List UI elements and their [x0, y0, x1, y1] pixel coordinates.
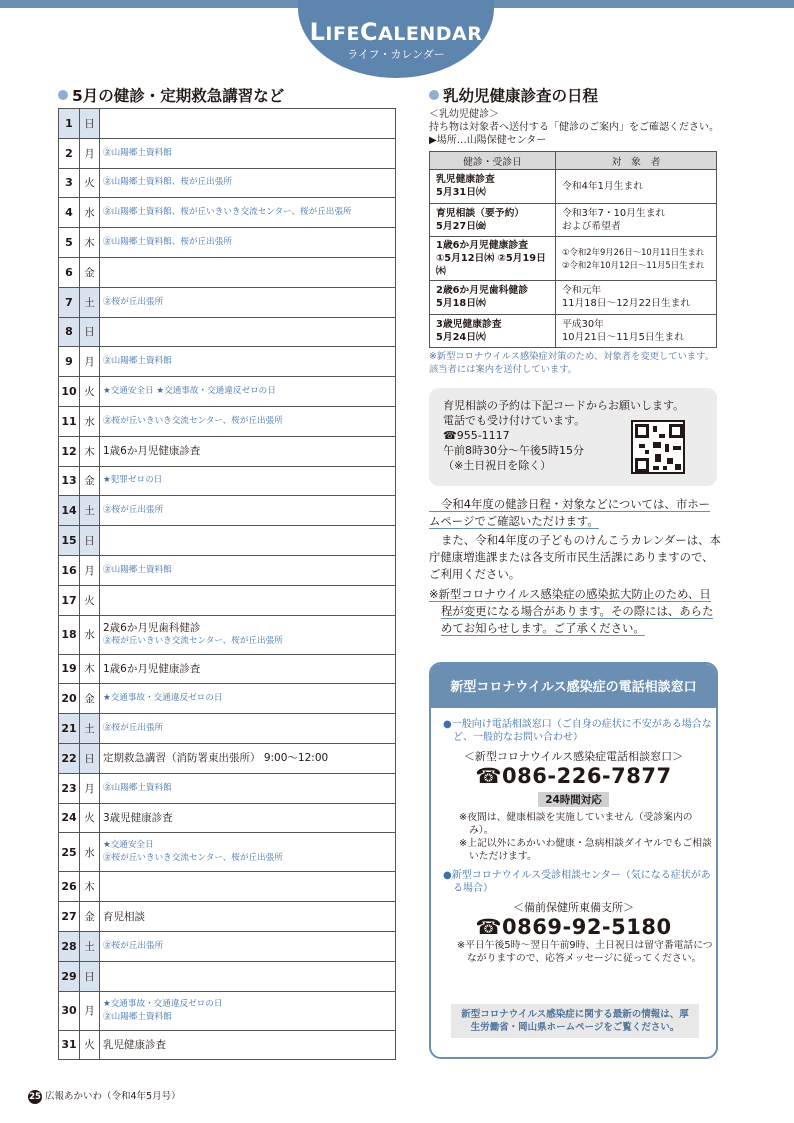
exam-row — [430, 237, 717, 281]
qr-code[interactable] — [631, 420, 685, 474]
calendar-day: 10 — [59, 377, 80, 407]
calendar-day: 29 — [59, 961, 80, 991]
calendar-day: 15 — [59, 526, 80, 556]
calendar-day: 8 — [59, 317, 80, 347]
calendar-row — [59, 991, 396, 1030]
calendar-weekday: 土 — [80, 287, 100, 317]
calendar-events — [100, 773, 396, 803]
calendar-weekday: 土 — [80, 931, 100, 961]
calendar-events — [100, 138, 396, 168]
calendar-events — [100, 991, 396, 1030]
calendar-events — [100, 406, 396, 436]
calendar-event: ㊎桜が丘出張所 — [103, 723, 164, 734]
calendar-weekday: 火 — [80, 585, 100, 615]
consult-note: （※土日祝日を除く） — [443, 459, 552, 472]
calendar-row — [59, 168, 396, 198]
calendar-day: 6 — [59, 257, 80, 287]
calendar-event: 1歳6か月児健康診査 — [103, 445, 201, 458]
calendar-event: ㊎山陽郷土資料館 — [103, 564, 172, 575]
may-calendar-table — [58, 108, 396, 1060]
calendar-day: 2 — [59, 138, 80, 168]
calendar-event: ★犯罪ゼロの日 — [103, 475, 163, 486]
page-title: LIFECALENDAR — [309, 18, 483, 46]
calendar-event: ㊎山陽郷土資料館 — [103, 147, 172, 158]
calendar-heading: 5月の健診・定期救急講習など — [58, 84, 284, 106]
calendar-day: 1 — [59, 109, 80, 139]
calendar-weekday: 日 — [80, 317, 100, 347]
calendar-row — [59, 198, 396, 228]
exam-row — [430, 203, 717, 237]
consult-center-name: ＜備前保健所東備支所＞ — [513, 901, 634, 914]
exam-name-date: 育児相談（要予約） 5月27日㈮ — [430, 203, 556, 237]
exam-row — [430, 170, 717, 204]
calendar-row — [59, 228, 396, 258]
calendar-event: 育児相談 — [103, 910, 145, 923]
exam-schedule-table — [429, 151, 717, 348]
calendar-event: 3歳児健康診査 — [103, 811, 173, 824]
calendar-weekday: 日 — [80, 743, 100, 773]
publication-name: 広報あかいわ（令和4年5月号） — [45, 1091, 181, 1102]
calendar-row — [59, 347, 396, 377]
calendar-row — [59, 496, 396, 526]
calendar-weekday: 金 — [80, 902, 100, 932]
hotline-note-1: ※夜間は、健康相談を実施していません（受診案内のみ）。 — [459, 812, 693, 836]
calendar-day: 30 — [59, 991, 80, 1030]
calendar-events — [100, 803, 396, 833]
exam-row — [430, 314, 717, 348]
calendar-row — [59, 654, 396, 684]
exam-target: 令和元年 11月18日～12月22日生まれ — [556, 281, 717, 315]
page-subtitle: ライフ・カレンダー — [347, 48, 445, 61]
calendar-row — [59, 585, 396, 615]
calendar-events — [100, 377, 396, 407]
consult-center-label: ●新型コロナウイルス受診相談センター（気になる症状がある場合） — [443, 870, 711, 894]
calendar-weekday: 日 — [80, 526, 100, 556]
calendar-row — [59, 615, 396, 654]
calendar-weekday: 火 — [80, 377, 100, 407]
exam-instructions: 持ち物は対象者へ送付する「健診のご案内」をご確認ください。 — [429, 122, 719, 133]
calendar-weekday: 日 — [80, 961, 100, 991]
general-hotline-name: ＜新型コロナウイルス感染症電話相談窓口＞ — [463, 750, 684, 763]
calendar-day: 25 — [59, 833, 80, 872]
exam-subheading: ＜乳幼児健診＞ — [429, 109, 499, 120]
calendar-event: ㊎桜が丘出張所 — [103, 296, 164, 307]
calendar-row — [59, 377, 396, 407]
calendar-events — [100, 287, 396, 317]
info-paragraph-3: ※新型コロナウイルス感染症の感染拡大防止のため、日程が変更になる場合があります。その際には、あらためてお知らせします。ご了承ください。 — [429, 587, 714, 635]
calendar-events — [100, 228, 396, 258]
calendar-event: ★交通事故・交通違反ゼロの日 — [103, 998, 223, 1009]
calendar-row — [59, 436, 396, 466]
calendar-events — [100, 654, 396, 684]
calendar-row — [59, 287, 396, 317]
calendar-events — [100, 109, 396, 139]
calendar-row — [59, 931, 396, 961]
calendar-row — [59, 555, 396, 585]
calendar-row — [59, 406, 396, 436]
exam-row — [430, 281, 717, 315]
calendar-weekday: 金 — [80, 466, 100, 496]
calendar-row — [59, 1030, 396, 1060]
calendar-weekday: 木 — [80, 654, 100, 684]
calendar-events — [100, 347, 396, 377]
page-footer — [28, 1088, 181, 1104]
bullet-dot — [58, 90, 68, 100]
calendar-row — [59, 138, 396, 168]
exam-target: 平成30年 10月21日～11月5日生まれ — [556, 314, 717, 348]
calendar-day: 9 — [59, 347, 80, 377]
calendar-day: 7 — [59, 287, 80, 317]
exam-heading: 乳幼児健康診査の日程 — [429, 84, 598, 106]
calendar-events — [100, 168, 396, 198]
calendar-event: 定期救急講習（消防署東出張所） 9:00～12:00 — [103, 752, 329, 765]
calendar-event: ㊎山陽郷土資料館 — [103, 356, 172, 367]
calendar-day: 3 — [59, 168, 80, 198]
consult-center-phone[interactable]: ☎0869-92-5180 — [475, 915, 672, 939]
calendar-row — [59, 526, 396, 556]
calendar-weekday: 水 — [80, 833, 100, 872]
calendar-weekday: 火 — [80, 803, 100, 833]
exam-location: ▶場所…山陽保健センター — [429, 135, 547, 146]
calendar-event: ㊎桜が丘いきいき交流センター、桜が丘出張所 — [103, 853, 283, 864]
calendar-row — [59, 833, 396, 872]
exam-col-target: 対 象 者 — [556, 152, 717, 170]
exam-target: 令和4年1月生まれ — [556, 170, 717, 204]
exam-name-date: 乳児健康診査 5月31日㈫ — [430, 170, 556, 204]
calendar-event: ★交通事故・交通違反ゼロの日 — [103, 693, 223, 704]
calendar-weekday: 木 — [80, 436, 100, 466]
general-hotline-label: ●一般向け電話相談窓口（ご自身の症状に不安がある場合など、一般的なお問い合わせ） — [443, 719, 712, 743]
calendar-day: 22 — [59, 743, 80, 773]
calendar-event: ㊎山陽郷土資料館、桜が丘出張所 — [103, 237, 232, 248]
calendar-events — [100, 961, 396, 991]
calendar-weekday: 木 — [80, 872, 100, 902]
calendar-row — [59, 317, 396, 347]
calendar-events — [100, 317, 396, 347]
calendar-events — [100, 436, 396, 466]
calendar-events — [100, 496, 396, 526]
calendar-weekday: 木 — [80, 228, 100, 258]
calendar-event: ★交通安全日 — [103, 840, 154, 851]
exam-name-date: 2歳6か月児歯科健診 5月18日㈬ — [430, 281, 556, 315]
exam-name-date: 1歳6か月児健康診査 ①5月12日㈭ ②5月19日㈭ — [430, 237, 556, 281]
calendar-events — [100, 902, 396, 932]
calendar-day: 12 — [59, 436, 80, 466]
calendar-event: ㊎桜が丘出張所 — [103, 505, 164, 516]
exam-target: 令和3年7・10月生まれ および希望者 — [556, 203, 717, 237]
calendar-day: 31 — [59, 1030, 80, 1060]
calendar-event: ㊎山陽郷土資料館 — [103, 1011, 172, 1022]
calendar-row — [59, 257, 396, 287]
calendar-weekday: 月 — [80, 347, 100, 377]
calendar-weekday: 金 — [80, 257, 100, 287]
calendar-weekday: 火 — [80, 1030, 100, 1060]
consult-phone: ☎955-1117 — [443, 429, 510, 442]
calendar-row — [59, 743, 396, 773]
24h-badge: 24時間対応 — [538, 792, 609, 807]
calendar-event: ㊎桜が丘出張所 — [103, 940, 164, 951]
calendar-events — [100, 684, 396, 714]
calendar-event: 2歳6か月児歯科健診 — [103, 622, 201, 635]
calendar-row — [59, 466, 396, 496]
consult-line: 電話でも受け付けています。 — [443, 414, 586, 427]
childcare-consult-box — [429, 388, 717, 486]
calendar-events — [100, 526, 396, 556]
consult-line: 育児相談の予約は下記コードからお願いします。 — [443, 399, 685, 412]
calendar-row — [59, 109, 396, 139]
calendar-weekday: 月 — [80, 555, 100, 585]
calendar-events — [100, 1030, 396, 1060]
calendar-events — [100, 833, 396, 872]
calendar-day: 28 — [59, 931, 80, 961]
corona-title: 新型コロナウイルス感染症の電話相談窓口 — [431, 664, 716, 708]
calendar-weekday: 水 — [80, 406, 100, 436]
calendar-events — [100, 872, 396, 902]
calendar-day: 11 — [59, 406, 80, 436]
exam-name-date: 3歳児健康診査 5月24日㈫ — [430, 314, 556, 348]
calendar-event: ㊎山陽郷土資料館、桜が丘出張所 — [103, 177, 232, 188]
calendar-day: 17 — [59, 585, 80, 615]
calendar-events — [100, 585, 396, 615]
calendar-events — [100, 615, 396, 654]
consult-hours: 午前8時30分～午後5時15分 — [443, 444, 584, 457]
calendar-weekday: 水 — [80, 615, 100, 654]
exam-col-date: 健診・受診日 — [430, 152, 556, 170]
calendar-day: 21 — [59, 714, 80, 744]
calendar-weekday: 土 — [80, 714, 100, 744]
calendar-day: 19 — [59, 654, 80, 684]
info-paragraph-2: また、令和4年度の子どものけんこうカレンダーは、本庁健康増進課または各支所市民生活課にありますので、ご利用ください。 — [429, 533, 721, 581]
calendar-weekday: 水 — [80, 198, 100, 228]
calendar-weekday: 土 — [80, 496, 100, 526]
calendar-events — [100, 466, 396, 496]
calendar-event: ★交通安全日 ★交通事故・交通違反ゼロの日 — [103, 386, 276, 397]
calendar-day: 4 — [59, 198, 80, 228]
calendar-weekday: 月 — [80, 138, 100, 168]
calendar-event: ㊎桜が丘いきいき交流センター、桜が丘出張所 — [103, 415, 283, 426]
calendar-day: 13 — [59, 466, 80, 496]
latest-info-note: 新型コロナウイルス感染症に関する最新の情報は、厚生労働省・岡山県ホームページをご覧ください。 — [451, 1004, 699, 1038]
info-paragraph-1: 令和4年度の健診日程・対象などについては、市ホームページでご確認いただけます。 — [429, 497, 711, 528]
calendar-events — [100, 931, 396, 961]
calendar-event: 1歳6か月児健康診査 — [103, 662, 201, 675]
calendar-row — [59, 773, 396, 803]
calendar-day: 18 — [59, 615, 80, 654]
hotline-note-2: ※上記以外にあかいわ健康・急病相談ダイヤルでもご相談いただけます。 — [459, 838, 712, 862]
calendar-event: ㊎山陽郷土資料館 — [103, 782, 172, 793]
calendar-events — [100, 555, 396, 585]
calendar-events — [100, 714, 396, 744]
calendar-day: 27 — [59, 902, 80, 932]
calendar-events — [100, 198, 396, 228]
calendar-day: 20 — [59, 684, 80, 714]
calendar-row — [59, 803, 396, 833]
calendar-events — [100, 743, 396, 773]
calendar-day: 5 — [59, 228, 80, 258]
bullet-dot — [429, 90, 439, 100]
consult-center-note: ※平日午後5時～翌日午前9時、土日祝日は留守番電話につながりますので、応答メッセージに従ってください。 — [457, 940, 713, 964]
calendar-event: ㊎山陽郷土資料館、桜が丘いきいき交流センター、桜が丘出張所 — [103, 207, 352, 218]
calendar-row — [59, 961, 396, 991]
calendar-events — [100, 257, 396, 287]
calendar-day: 14 — [59, 496, 80, 526]
calendar-weekday: 日 — [80, 109, 100, 139]
general-hotline-phone[interactable]: ☎086-226-7877 — [475, 764, 672, 788]
corona-hotline-box — [429, 662, 718, 1059]
exam-target: ①令和2年9月26日～10月11日生まれ ②令和2年10月12日～11月5日生まれ — [556, 237, 717, 281]
page-number: 25 — [29, 1092, 41, 1102]
calendar-row — [59, 684, 396, 714]
calendar-event: ㊎桜が丘いきいき交流センター、桜が丘出張所 — [103, 636, 283, 647]
calendar-day: 26 — [59, 872, 80, 902]
calendar-row — [59, 714, 396, 744]
calendar-event: 乳児健康診査 — [103, 1038, 166, 1051]
calendar-row — [59, 872, 396, 902]
calendar-row — [59, 902, 396, 932]
calendar-day: 24 — [59, 803, 80, 833]
calendar-weekday: 月 — [80, 773, 100, 803]
calendar-day: 23 — [59, 773, 80, 803]
calendar-weekday: 月 — [80, 991, 100, 1030]
calendar-weekday: 金 — [80, 684, 100, 714]
exam-note: ※新型コロナウイルス感染症対策のため、対象者を変更しています。該当者には案内を送付しています。 — [429, 351, 715, 375]
calendar-day: 16 — [59, 555, 80, 585]
calendar-weekday: 火 — [80, 168, 100, 198]
